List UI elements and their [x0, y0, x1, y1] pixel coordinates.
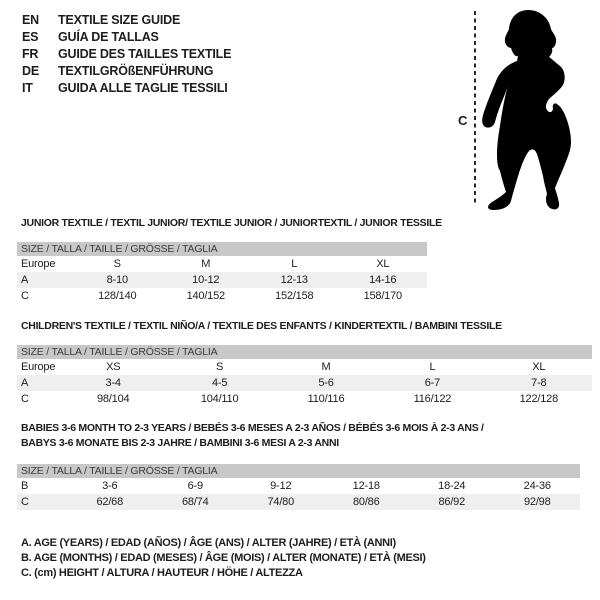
value-cell: 158/170 — [363, 290, 402, 302]
row-label: Europe — [21, 258, 56, 270]
size-cell: XS — [106, 361, 121, 373]
language-title: TEXTILE SIZE GUIDE — [58, 12, 181, 27]
row-label: C — [21, 393, 29, 405]
value-cell: 9-12 — [270, 480, 292, 492]
babies-size-table — [17, 464, 580, 510]
row-label: C — [21, 290, 29, 302]
language-title: GUÍA DE TALLAS — [58, 29, 159, 44]
table-row — [17, 375, 592, 391]
language-row-en — [22, 11, 231, 28]
value-cell: 10-12 — [192, 274, 220, 286]
value-cell: 18-24 — [438, 480, 466, 492]
size-cell: S — [216, 361, 224, 373]
value-cell: 6-7 — [424, 377, 441, 389]
row-label: C — [21, 496, 29, 508]
value-cell: 24-36 — [523, 480, 551, 492]
babies-table-title-line2: BABYS 3-6 MONATE BIS 2-3 JAHRE / BAMBINI 3-6 MESI A 2-3 ANNI — [21, 437, 339, 449]
children-table-title: CHILDREN'S TEXTILE / TEXTIL NIÑO/A / TEXTILE DES ENFANTS / KINDERTEXTIL / BAMBINI TESSILE — [21, 320, 502, 332]
language-row-es — [22, 28, 231, 45]
row-label: B — [21, 480, 29, 492]
value-cell: 3-4 — [105, 377, 121, 389]
children-size-table — [17, 345, 592, 407]
size-cell: XL — [376, 258, 390, 270]
row-label: Europe — [21, 361, 56, 373]
table-row — [17, 359, 592, 375]
value-cell: 116/122 — [413, 393, 452, 405]
height-label: C — [458, 113, 468, 128]
table-row — [17, 256, 427, 272]
table-row — [17, 272, 427, 288]
value-cell: 62/68 — [96, 496, 124, 508]
language-code: ES — [22, 29, 39, 44]
footnote-a: A. AGE (YEARS) / EDAD (AÑOS) / ÂGE (ANS) / ALTER (JAHRE) / ETÀ (ANNI) — [21, 537, 396, 549]
value-cell: 128/140 — [98, 290, 137, 302]
size-header-bar: SIZE / TALLA / TAILLE / GRÖSSE / TAGLIA — [17, 242, 427, 256]
value-cell: 92/98 — [523, 496, 551, 508]
row-label: A — [21, 274, 29, 286]
language-code: FR — [22, 46, 39, 61]
language-title: GUIDA ALLE TAGLIE TESSILI — [58, 80, 228, 95]
language-code: EN — [22, 12, 39, 27]
size-cell: L — [429, 361, 436, 373]
table-row — [17, 494, 580, 510]
language-title: TEXTILGRÖßENFÜHRUNG — [58, 63, 214, 78]
baby-figure — [452, 6, 582, 216]
size-header-bar: SIZE / TALLA / TAILLE / GRÖSSE / TAGLIA — [17, 464, 580, 478]
footnote-legend — [21, 536, 426, 581]
value-cell: 6-9 — [187, 480, 203, 492]
language-code: DE — [22, 63, 39, 78]
babies-table-title-line1: BABIES 3-6 MONTH TO 2-3 YEARS / BEBÉS 3-6 MESES A 2-3 AÑOS / BÉBÉS 3-6 MOIS À 2-3 ANS / — [21, 422, 484, 434]
footnote-b: B. AGE (MONTHS) / EDAD (MESES) / ÂGE (MOIS) / ALTER (MONATE) / ETÀ (MESI) — [21, 552, 426, 564]
value-cell: 80/86 — [352, 496, 380, 508]
language-row-fr — [22, 45, 231, 62]
language-title: GUIDE DES TAILLES TEXTILE — [58, 46, 232, 61]
value-cell: 152/158 — [275, 290, 314, 302]
value-cell: 98/104 — [96, 393, 130, 405]
junior-table-title: JUNIOR TEXTILE / TEXTIL JUNIOR/ TEXTILE JUNIOR / JUNIORTEXTIL / JUNIOR TESSILE — [21, 217, 442, 229]
value-cell: 122/128 — [519, 393, 559, 405]
value-cell: 14-16 — [369, 274, 397, 286]
value-cell: 8-10 — [106, 274, 128, 286]
table-row — [17, 478, 580, 494]
size-cell: M — [201, 258, 211, 270]
value-cell: 140/152 — [186, 290, 225, 302]
language-row-it — [22, 79, 231, 96]
value-cell: 12-18 — [352, 480, 380, 492]
table-row — [17, 288, 427, 304]
value-cell: 7-8 — [531, 377, 547, 389]
value-cell: 104/110 — [200, 393, 239, 405]
baby-silhouette-icon — [482, 10, 571, 210]
value-cell: 3-6 — [102, 480, 118, 492]
value-cell: 5-6 — [318, 377, 334, 389]
row-label: A — [21, 377, 29, 389]
language-row-de — [22, 62, 231, 79]
junior-size-table — [17, 242, 427, 304]
value-cell: 12-13 — [280, 274, 308, 286]
value-cell: 86/92 — [438, 496, 466, 508]
language-title-list — [22, 11, 231, 96]
footnote-c: C. (cm) HEIGHT / ALTURA / HAUTEUR / HÖHE / ALTEZZA — [21, 567, 303, 579]
value-cell: 68/74 — [181, 496, 209, 508]
size-header-bar: SIZE / TALLA / TAILLE / GRÖSSE / TAGLIA — [17, 345, 592, 359]
value-cell: 74/80 — [267, 496, 295, 508]
value-cell: 4-5 — [211, 377, 228, 389]
size-cell: L — [291, 258, 298, 270]
language-code: IT — [22, 80, 33, 95]
size-cell: S — [113, 258, 121, 270]
table-row — [17, 391, 592, 407]
size-cell: M — [321, 361, 331, 373]
value-cell: 110/116 — [307, 393, 345, 405]
size-cell: XL — [532, 361, 546, 373]
